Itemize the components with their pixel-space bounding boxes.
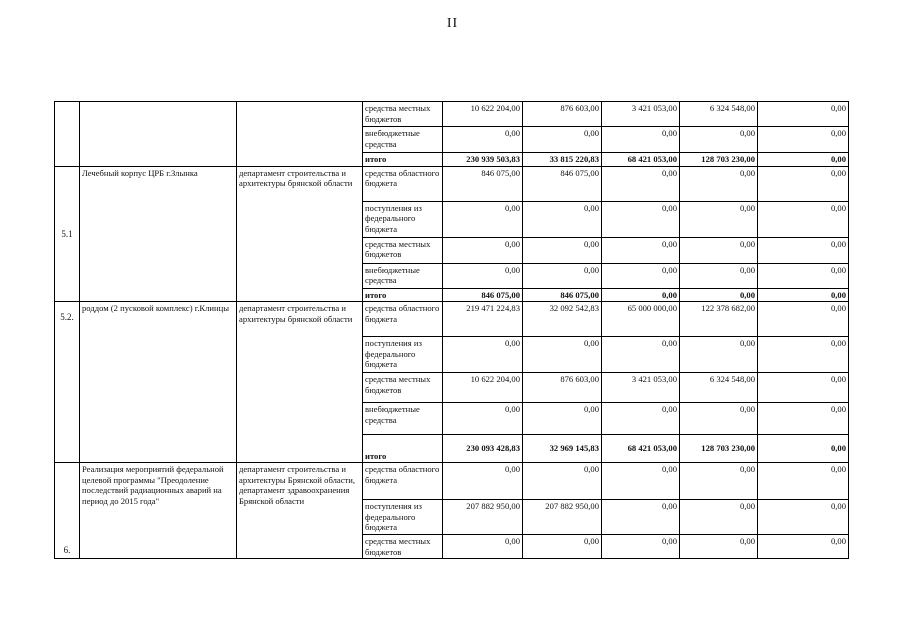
value-cell: 0,00 bbox=[443, 337, 523, 373]
value-cell: 846 075,00 bbox=[443, 166, 523, 201]
value-cell: 0,00 bbox=[443, 127, 523, 153]
source-label: поступления из федерального бюджета bbox=[363, 337, 443, 373]
value-cell: 0,00 bbox=[523, 127, 602, 153]
index-cell: 5.2. bbox=[55, 302, 80, 463]
value-cell: 0,00 bbox=[680, 500, 758, 535]
value-cell: 0,00 bbox=[758, 435, 849, 463]
source-label: поступления из федерального бюджета bbox=[363, 201, 443, 237]
value-cell: 3 421 053,00 bbox=[602, 373, 680, 403]
executor-cell bbox=[237, 102, 363, 167]
executor-cell: департамент строительства и архитектуры брянской области bbox=[237, 302, 363, 463]
value-cell: 10 622 204,00 bbox=[443, 102, 523, 127]
source-label: внебюджетные средства bbox=[363, 263, 443, 288]
value-cell: 32 092 542,83 bbox=[523, 302, 602, 337]
value-cell: 32 969 145,83 bbox=[523, 435, 602, 463]
value-cell: 0,00 bbox=[758, 102, 849, 127]
value-cell: 0,00 bbox=[758, 263, 849, 288]
value-cell: 0,00 bbox=[758, 127, 849, 153]
value-cell: 0,00 bbox=[758, 373, 849, 403]
value-cell: 207 882 950,00 bbox=[523, 500, 602, 535]
index-cell: 6. bbox=[55, 463, 80, 559]
value-cell: 0,00 bbox=[523, 535, 602, 559]
value-cell: 0,00 bbox=[602, 166, 680, 201]
value-cell: 0,00 bbox=[680, 201, 758, 237]
value-cell: 876 603,00 bbox=[523, 373, 602, 403]
source-label: средства местных бюджетов bbox=[363, 373, 443, 403]
name-cell: Реализация мероприятий федеральной целевой программы "Преодоление последствий радиационных аварий на период до 2015 года" bbox=[80, 463, 237, 559]
value-cell: 0,00 bbox=[758, 500, 849, 535]
value-cell: 0,00 bbox=[680, 463, 758, 500]
value-cell: 0,00 bbox=[443, 237, 523, 263]
value-cell: 0,00 bbox=[523, 403, 602, 435]
value-cell: 0,00 bbox=[758, 153, 849, 167]
value-cell: 846 075,00 bbox=[443, 288, 523, 302]
value-cell: 0,00 bbox=[602, 535, 680, 559]
table-row bbox=[55, 302, 849, 337]
source-label: средства областного бюджета bbox=[363, 302, 443, 337]
value-cell: 3 421 053,00 bbox=[602, 102, 680, 127]
page-number: II bbox=[446, 16, 459, 31]
value-cell: 0,00 bbox=[443, 201, 523, 237]
value-cell: 0,00 bbox=[602, 288, 680, 302]
source-label: итого bbox=[363, 153, 443, 167]
value-cell: 230 939 503,83 bbox=[443, 153, 523, 167]
value-cell: 0,00 bbox=[758, 535, 849, 559]
value-cell: 0,00 bbox=[680, 403, 758, 435]
source-label: итого bbox=[363, 288, 443, 302]
value-cell: 10 622 204,00 bbox=[443, 373, 523, 403]
source-label: внебюджетные средства bbox=[363, 127, 443, 153]
value-cell: 0,00 bbox=[602, 263, 680, 288]
value-cell: 0,00 bbox=[680, 237, 758, 263]
value-cell: 122 378 682,00 bbox=[680, 302, 758, 337]
index-cell: 5.1 bbox=[55, 166, 80, 302]
value-cell: 0,00 bbox=[758, 302, 849, 337]
value-cell: 0,00 bbox=[758, 201, 849, 237]
source-label: средства местных бюджетов bbox=[363, 102, 443, 127]
value-cell: 0,00 bbox=[523, 201, 602, 237]
value-cell: 65 000 000,00 bbox=[602, 302, 680, 337]
value-cell: 0,00 bbox=[758, 237, 849, 263]
value-cell: 0,00 bbox=[523, 263, 602, 288]
value-cell: 0,00 bbox=[602, 337, 680, 373]
value-cell: 846 075,00 bbox=[523, 166, 602, 201]
value-cell: 0,00 bbox=[680, 166, 758, 201]
value-cell: 0,00 bbox=[602, 500, 680, 535]
index-cell bbox=[55, 102, 80, 167]
value-cell: 128 703 230,00 bbox=[680, 153, 758, 167]
value-cell: 0,00 bbox=[602, 237, 680, 263]
table-row bbox=[55, 463, 849, 500]
source-label: поступления из федерального бюджета bbox=[363, 500, 443, 535]
value-cell: 207 882 950,00 bbox=[443, 500, 523, 535]
value-cell: 0,00 bbox=[602, 127, 680, 153]
value-cell: 0,00 bbox=[602, 201, 680, 237]
value-cell: 6 324 548,00 bbox=[680, 373, 758, 403]
table-row bbox=[55, 102, 849, 127]
value-cell: 0,00 bbox=[443, 463, 523, 500]
value-cell: 846 075,00 bbox=[523, 288, 602, 302]
table-row bbox=[55, 166, 849, 201]
value-cell: 128 703 230,00 bbox=[680, 435, 758, 463]
value-cell: 0,00 bbox=[680, 337, 758, 373]
value-cell: 0,00 bbox=[680, 127, 758, 153]
value-cell: 219 471 224,83 bbox=[443, 302, 523, 337]
executor-cell: департамент строительства и архитектуры Брянской области, департамент здравоохранения Брянской области bbox=[237, 463, 363, 559]
name-cell: роддом (2 пусковой комплекс) г.Клинцы bbox=[80, 302, 237, 463]
value-cell: 0,00 bbox=[680, 288, 758, 302]
value-cell: 0,00 bbox=[758, 166, 849, 201]
executor-cell: департамент строительства и архитектуры брянской области bbox=[237, 166, 363, 302]
value-cell: 876 603,00 bbox=[523, 102, 602, 127]
value-cell: 0,00 bbox=[758, 337, 849, 373]
source-label: средства местных бюджетов bbox=[363, 237, 443, 263]
value-cell: 0,00 bbox=[680, 535, 758, 559]
value-cell: 230 093 428,83 bbox=[443, 435, 523, 463]
value-cell: 0,00 bbox=[443, 263, 523, 288]
source-label: внебюджетные средства bbox=[363, 403, 443, 435]
value-cell: 68 421 053,00 bbox=[602, 435, 680, 463]
value-cell: 0,00 bbox=[758, 403, 849, 435]
source-label: итого bbox=[363, 435, 443, 463]
source-label: средства местных бюджетов bbox=[363, 535, 443, 559]
value-cell: 0,00 bbox=[523, 337, 602, 373]
value-cell: 0,00 bbox=[523, 463, 602, 500]
value-cell: 0,00 bbox=[602, 403, 680, 435]
name-cell bbox=[80, 102, 237, 167]
value-cell: 0,00 bbox=[602, 463, 680, 500]
value-cell: 33 815 220,83 bbox=[523, 153, 602, 167]
value-cell: 68 421 053,00 bbox=[602, 153, 680, 167]
value-cell: 6 324 548,00 bbox=[680, 102, 758, 127]
value-cell: 0,00 bbox=[680, 263, 758, 288]
source-label: средства областного бюджета bbox=[363, 463, 443, 500]
source-label: средства областного бюджета bbox=[363, 166, 443, 201]
value-cell: 0,00 bbox=[758, 288, 849, 302]
budget-table bbox=[54, 101, 849, 559]
value-cell: 0,00 bbox=[523, 237, 602, 263]
name-cell: Лечебный корпус ЦРБ г.Злынка bbox=[80, 166, 237, 302]
value-cell: 0,00 bbox=[443, 403, 523, 435]
value-cell: 0,00 bbox=[443, 535, 523, 559]
value-cell: 0,00 bbox=[758, 463, 849, 500]
